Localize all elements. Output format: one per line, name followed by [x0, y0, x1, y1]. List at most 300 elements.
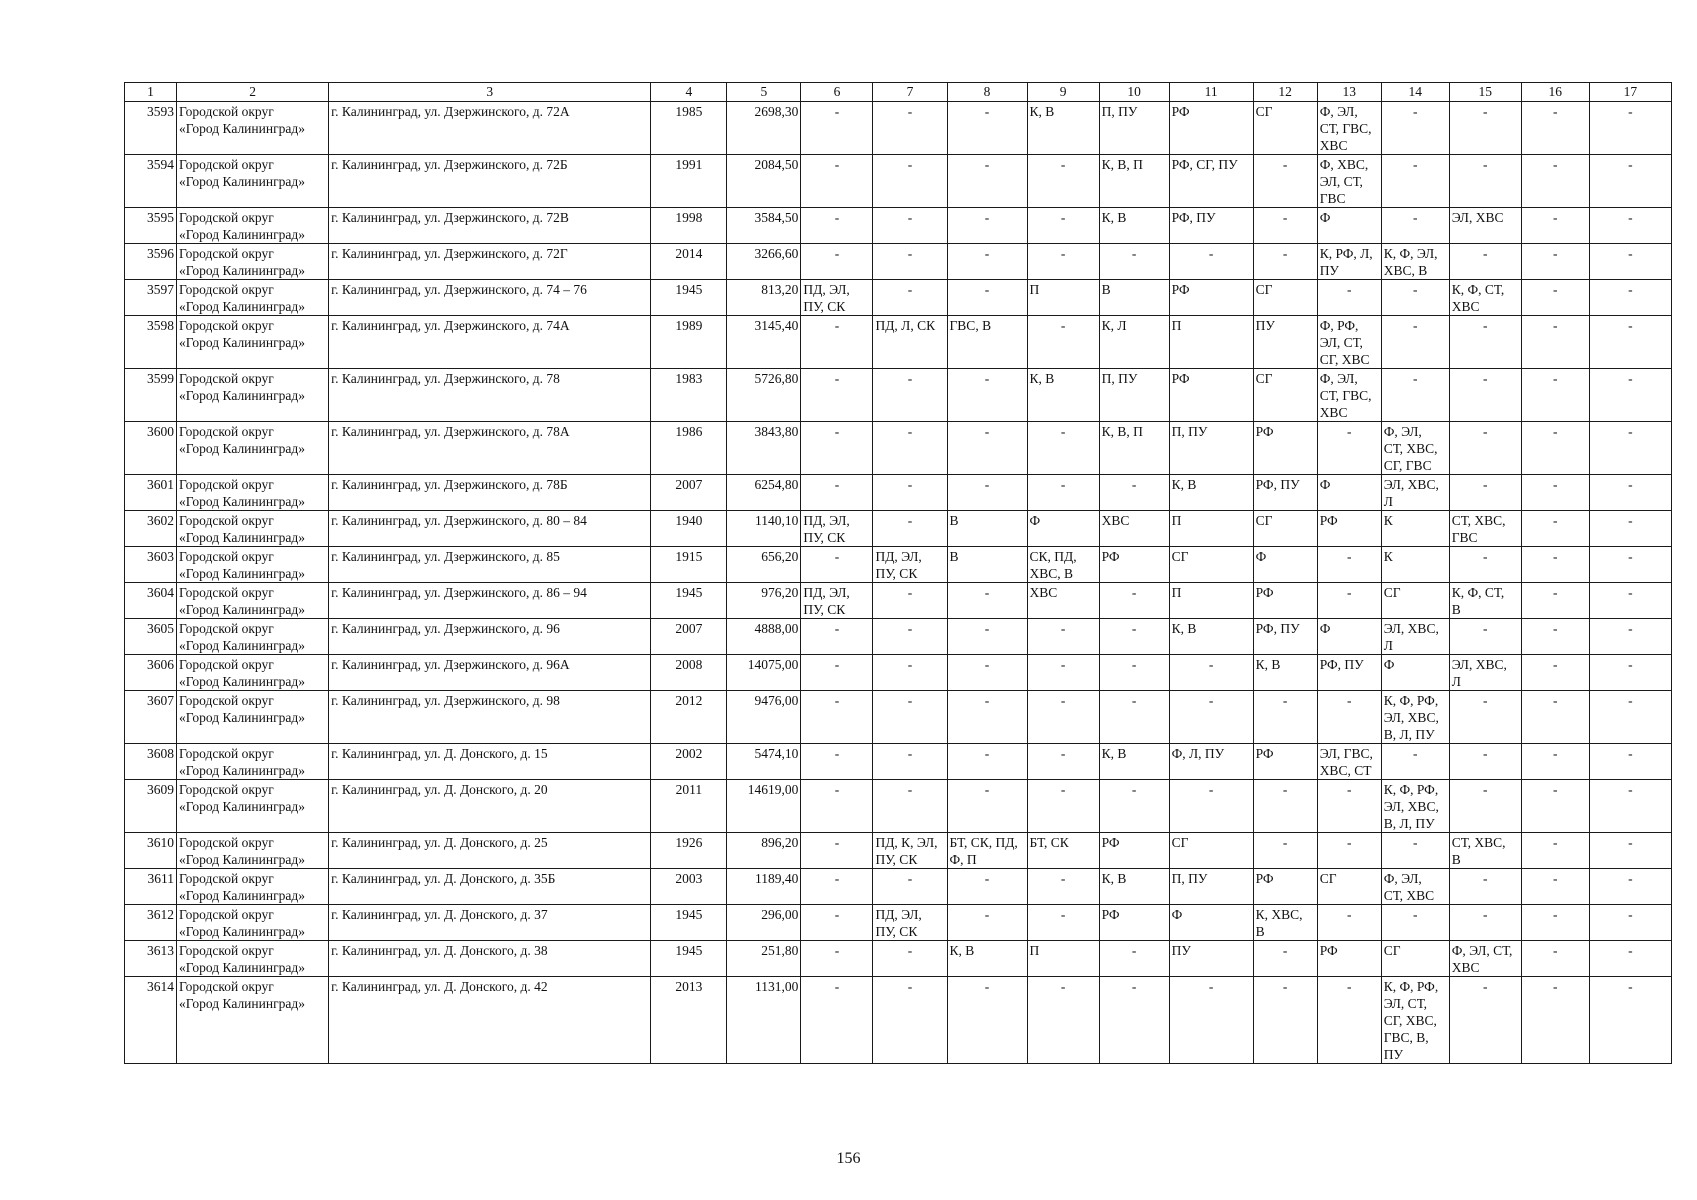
- table-cell-col2: Городской округ «Город Калининград»: [177, 691, 329, 744]
- table-cell-col3: г. Калининград, ул. Дзержинского, д. 72А: [329, 102, 651, 155]
- table-cell-col12: -: [1253, 208, 1317, 244]
- table-cell-col7: -: [873, 744, 947, 780]
- table-cell-col13: -: [1317, 691, 1381, 744]
- table-cell-col3: г. Калининград, ул. Д. Донского, д. 25: [329, 833, 651, 869]
- table-cell-col15: Ф, ЭЛ, СТ, ХВС: [1449, 941, 1521, 977]
- table-cell-col12: РФ, ПУ: [1253, 475, 1317, 511]
- table-cell-col17: -: [1589, 244, 1671, 280]
- table-cell-col3: г. Калининград, ул. Дзержинского, д. 72Б: [329, 155, 651, 208]
- table-row: [125, 280, 1672, 316]
- table-cell-col16: -: [1521, 422, 1589, 475]
- table-cell-col13: РФ: [1317, 511, 1381, 547]
- table-cell-col3: г. Калининград, ул. Дзержинского, д. 74А: [329, 316, 651, 369]
- table-cell-col9: П: [1027, 280, 1099, 316]
- table-cell-col11: К, В: [1169, 619, 1253, 655]
- table-cell-col7: -: [873, 511, 947, 547]
- table-cell-col17: -: [1589, 208, 1671, 244]
- column-header-6: 6: [801, 83, 873, 102]
- table-cell-col1: 3595: [125, 208, 177, 244]
- table-cell-col6: -: [801, 244, 873, 280]
- table-cell-col1: 3599: [125, 369, 177, 422]
- table-cell-col1: 3612: [125, 905, 177, 941]
- table-cell-col10: -: [1099, 977, 1169, 1064]
- table-cell-col15: -: [1449, 547, 1521, 583]
- table-cell-col8: К, В: [947, 941, 1027, 977]
- table-cell-col2: Городской округ «Город Калининград»: [177, 244, 329, 280]
- table-cell-col14: К, Ф, РФ, ЭЛ, ХВС, В, Л, ПУ: [1381, 691, 1449, 744]
- table-cell-col4: 1945: [651, 941, 727, 977]
- table-cell-col13: РФ: [1317, 941, 1381, 977]
- table-cell-col7: -: [873, 422, 947, 475]
- table-cell-col4: 1998: [651, 208, 727, 244]
- column-header-16: 16: [1521, 83, 1589, 102]
- table-cell-col14: Ф: [1381, 655, 1449, 691]
- table-cell-col9: -: [1027, 208, 1099, 244]
- column-header-10: 10: [1099, 83, 1169, 102]
- table-cell-col12: К, В: [1253, 655, 1317, 691]
- table-cell-col1: 3601: [125, 475, 177, 511]
- column-header-13: 13: [1317, 83, 1381, 102]
- table-cell-col10: -: [1099, 619, 1169, 655]
- table-cell-col13: -: [1317, 905, 1381, 941]
- column-header-9: 9: [1027, 83, 1099, 102]
- table-cell-col17: -: [1589, 619, 1671, 655]
- table-cell-col3: г. Калининград, ул. Дзержинского, д. 80 – 84: [329, 511, 651, 547]
- table-cell-col16: -: [1521, 744, 1589, 780]
- table-cell-col1: 3607: [125, 691, 177, 744]
- table-cell-col15: -: [1449, 691, 1521, 744]
- table-cell-col14: -: [1381, 280, 1449, 316]
- table-cell-col4: 1915: [651, 547, 727, 583]
- table-cell-col15: -: [1449, 422, 1521, 475]
- table-cell-col9: -: [1027, 316, 1099, 369]
- table-row: [125, 583, 1672, 619]
- column-header-3: 3: [329, 83, 651, 102]
- table-cell-col8: -: [947, 280, 1027, 316]
- table-cell-col12: -: [1253, 691, 1317, 744]
- table-cell-col5: 14619,00: [727, 780, 801, 833]
- table-cell-col14: -: [1381, 369, 1449, 422]
- table-cell-col3: г. Калининград, ул. Д. Донского, д. 20: [329, 780, 651, 833]
- table-cell-col16: -: [1521, 316, 1589, 369]
- table-cell-col9: -: [1027, 780, 1099, 833]
- column-header-2: 2: [177, 83, 329, 102]
- table-cell-col9: БТ, СК: [1027, 833, 1099, 869]
- table-cell-col10: РФ: [1099, 905, 1169, 941]
- table-cell-col11: Ф: [1169, 905, 1253, 941]
- table-cell-col15: -: [1449, 475, 1521, 511]
- table-cell-col6: -: [801, 208, 873, 244]
- table-cell-col2: Городской округ «Город Калининград»: [177, 833, 329, 869]
- table-cell-col13: Ф: [1317, 208, 1381, 244]
- table-cell-col12: РФ, ПУ: [1253, 619, 1317, 655]
- table-cell-col2: Городской округ «Город Калининград»: [177, 744, 329, 780]
- table-cell-col6: -: [801, 941, 873, 977]
- table-cell-col13: ЭЛ, ГВС, ХВС, СТ: [1317, 744, 1381, 780]
- table-cell-col1: 3596: [125, 244, 177, 280]
- table-cell-col9: -: [1027, 869, 1099, 905]
- table-cell-col2: Городской округ «Город Калининград»: [177, 369, 329, 422]
- table-row: [125, 941, 1672, 977]
- table-cell-col2: Городской округ «Город Калининград»: [177, 869, 329, 905]
- table-cell-col11: Ф, Л, ПУ: [1169, 744, 1253, 780]
- table-cell-col4: 2012: [651, 691, 727, 744]
- column-header-4: 4: [651, 83, 727, 102]
- table-cell-col4: 2002: [651, 744, 727, 780]
- table-cell-col11: П, ПУ: [1169, 869, 1253, 905]
- table-cell-col6: -: [801, 547, 873, 583]
- table-cell-col1: 3600: [125, 422, 177, 475]
- table-cell-col6: -: [801, 905, 873, 941]
- table-cell-col9: -: [1027, 422, 1099, 475]
- table-cell-col16: -: [1521, 691, 1589, 744]
- table-cell-col2: Городской округ «Город Калининград»: [177, 780, 329, 833]
- table-cell-col7: -: [873, 941, 947, 977]
- table-cell-col4: 2003: [651, 869, 727, 905]
- table-cell-col16: -: [1521, 208, 1589, 244]
- table-cell-col1: 3610: [125, 833, 177, 869]
- table-cell-col13: СГ: [1317, 869, 1381, 905]
- table-cell-col15: -: [1449, 869, 1521, 905]
- table-cell-col6: -: [801, 744, 873, 780]
- table-row: [125, 655, 1672, 691]
- table-cell-col17: -: [1589, 102, 1671, 155]
- table-cell-col7: -: [873, 102, 947, 155]
- table-cell-col17: -: [1589, 780, 1671, 833]
- table-cell-col17: -: [1589, 655, 1671, 691]
- table-cell-col10: К, В: [1099, 869, 1169, 905]
- table-cell-col17: -: [1589, 583, 1671, 619]
- table-cell-col7: ПД, ЭЛ, ПУ, СК: [873, 547, 947, 583]
- table-cell-col7: -: [873, 369, 947, 422]
- table-cell-col1: 3613: [125, 941, 177, 977]
- table-cell-col5: 3266,60: [727, 244, 801, 280]
- table-cell-col2: Городской округ «Город Калининград»: [177, 102, 329, 155]
- table-cell-col4: 2007: [651, 619, 727, 655]
- table-cell-col4: 1991: [651, 155, 727, 208]
- table-cell-col2: Городской округ «Город Калининград»: [177, 619, 329, 655]
- table-cell-col6: ПД, ЭЛ, ПУ, СК: [801, 583, 873, 619]
- table-cell-col14: К, Ф, ЭЛ, ХВС, В: [1381, 244, 1449, 280]
- table-cell-col6: -: [801, 655, 873, 691]
- table-cell-col3: г. Калининград, ул. Дзержинского, д. 85: [329, 547, 651, 583]
- table-cell-col8: -: [947, 869, 1027, 905]
- table-cell-col17: -: [1589, 547, 1671, 583]
- table-cell-col9: -: [1027, 619, 1099, 655]
- column-header-14: 14: [1381, 83, 1449, 102]
- table-cell-col17: -: [1589, 869, 1671, 905]
- table-cell-col2: Городской округ «Город Калининград»: [177, 511, 329, 547]
- table-cell-col2: Городской округ «Город Калининград»: [177, 905, 329, 941]
- table-cell-col11: К, В: [1169, 475, 1253, 511]
- table-cell-col7: -: [873, 155, 947, 208]
- column-header-1: 1: [125, 83, 177, 102]
- table-cell-col6: -: [801, 102, 873, 155]
- table-cell-col1: 3598: [125, 316, 177, 369]
- table-cell-col2: Городской округ «Город Калининград»: [177, 422, 329, 475]
- table-cell-col3: г. Калининград, ул. Д. Донского, д. 42: [329, 977, 651, 1064]
- table-cell-col13: Ф, ХВС, ЭЛ, СТ, ГВС: [1317, 155, 1381, 208]
- table-cell-col11: -: [1169, 244, 1253, 280]
- table-cell-col4: 2013: [651, 977, 727, 1064]
- table-cell-col9: -: [1027, 475, 1099, 511]
- table-cell-col4: 2007: [651, 475, 727, 511]
- table-cell-col3: г. Калининград, ул. Д. Донского, д. 15: [329, 744, 651, 780]
- table-row: [125, 691, 1672, 744]
- table-cell-col8: -: [947, 905, 1027, 941]
- table-cell-col12: СГ: [1253, 369, 1317, 422]
- table-cell-col16: -: [1521, 280, 1589, 316]
- table-cell-col17: -: [1589, 155, 1671, 208]
- table-cell-col10: К, В: [1099, 744, 1169, 780]
- table-cell-col4: 1945: [651, 583, 727, 619]
- table-cell-col13: -: [1317, 547, 1381, 583]
- table-cell-col12: -: [1253, 155, 1317, 208]
- table-cell-col11: ПУ: [1169, 941, 1253, 977]
- table-cell-col8: -: [947, 208, 1027, 244]
- table-cell-col11: СГ: [1169, 547, 1253, 583]
- table-cell-col10: ХВС: [1099, 511, 1169, 547]
- table-cell-col5: 1189,40: [727, 869, 801, 905]
- table-cell-col12: СГ: [1253, 511, 1317, 547]
- table-cell-col16: -: [1521, 369, 1589, 422]
- table-cell-col17: -: [1589, 511, 1671, 547]
- table-cell-col10: -: [1099, 941, 1169, 977]
- table-cell-col6: -: [801, 780, 873, 833]
- table-cell-col12: СГ: [1253, 280, 1317, 316]
- table-cell-col6: -: [801, 619, 873, 655]
- table-cell-col2: Городской округ «Город Калининград»: [177, 941, 329, 977]
- table-cell-col8: -: [947, 369, 1027, 422]
- table-cell-col11: -: [1169, 655, 1253, 691]
- table-cell-col13: К, РФ, Л, ПУ: [1317, 244, 1381, 280]
- table-cell-col14: -: [1381, 833, 1449, 869]
- table-cell-col13: РФ, ПУ: [1317, 655, 1381, 691]
- table-cell-col8: -: [947, 977, 1027, 1064]
- table-cell-col12: К, ХВС, В: [1253, 905, 1317, 941]
- table-cell-col7: ПД, К, ЭЛ, ПУ, СК: [873, 833, 947, 869]
- table-cell-col9: К, В: [1027, 102, 1099, 155]
- table-cell-col13: -: [1317, 833, 1381, 869]
- table-cell-col10: К, В, П: [1099, 422, 1169, 475]
- table-cell-col10: В: [1099, 280, 1169, 316]
- table-cell-col15: -: [1449, 977, 1521, 1064]
- table-cell-col11: РФ: [1169, 280, 1253, 316]
- table-cell-col15: К, Ф, СТ, ХВС: [1449, 280, 1521, 316]
- table-row: [125, 744, 1672, 780]
- table-cell-col4: 1940: [651, 511, 727, 547]
- table-cell-col7: ПД, Л, СК: [873, 316, 947, 369]
- table-cell-col8: -: [947, 583, 1027, 619]
- table-cell-col8: -: [947, 102, 1027, 155]
- table-cell-col3: г. Калининград, ул. Дзержинского, д. 78Б: [329, 475, 651, 511]
- table-cell-col17: -: [1589, 316, 1671, 369]
- table-cell-col15: -: [1449, 780, 1521, 833]
- table-cell-col2: Городской округ «Город Калининград»: [177, 655, 329, 691]
- table-cell-col7: -: [873, 244, 947, 280]
- table-cell-col10: -: [1099, 691, 1169, 744]
- table-cell-col1: 3609: [125, 780, 177, 833]
- table-cell-col12: РФ: [1253, 422, 1317, 475]
- table-cell-col8: -: [947, 244, 1027, 280]
- table-cell-col1: 3603: [125, 547, 177, 583]
- table-row: [125, 547, 1672, 583]
- table-cell-col16: -: [1521, 780, 1589, 833]
- table-row: [125, 619, 1672, 655]
- column-header-7: 7: [873, 83, 947, 102]
- table-cell-col6: -: [801, 369, 873, 422]
- table-row: [125, 208, 1672, 244]
- table-cell-col14: К: [1381, 511, 1449, 547]
- table-cell-col5: 9476,00: [727, 691, 801, 744]
- table-cell-col12: СГ: [1253, 102, 1317, 155]
- column-header-12: 12: [1253, 83, 1317, 102]
- table-cell-col5: 14075,00: [727, 655, 801, 691]
- table-cell-col5: 1131,00: [727, 977, 801, 1064]
- table-cell-col5: 251,80: [727, 941, 801, 977]
- table-cell-col3: г. Калининград, ул. Д. Донского, д. 35Б: [329, 869, 651, 905]
- table-cell-col7: -: [873, 977, 947, 1064]
- table-cell-col16: -: [1521, 244, 1589, 280]
- table-cell-col12: РФ: [1253, 744, 1317, 780]
- table-cell-col3: г. Калининград, ул. Д. Донского, д. 38: [329, 941, 651, 977]
- table-cell-col12: -: [1253, 977, 1317, 1064]
- table-cell-col5: 5726,80: [727, 369, 801, 422]
- table-cell-col13: -: [1317, 583, 1381, 619]
- table-cell-col15: -: [1449, 619, 1521, 655]
- table-cell-col10: -: [1099, 583, 1169, 619]
- column-header-8: 8: [947, 83, 1027, 102]
- table-cell-col13: -: [1317, 422, 1381, 475]
- table-cell-col14: К: [1381, 547, 1449, 583]
- table-cell-col17: -: [1589, 422, 1671, 475]
- table-cell-col14: СГ: [1381, 941, 1449, 977]
- table-cell-col8: -: [947, 744, 1027, 780]
- table-cell-col2: Городской округ «Город Калининград»: [177, 280, 329, 316]
- table-cell-col9: Ф: [1027, 511, 1099, 547]
- table-cell-col9: -: [1027, 244, 1099, 280]
- table-cell-col5: 896,20: [727, 833, 801, 869]
- table-cell-col10: К, Л: [1099, 316, 1169, 369]
- table-cell-col15: К, Ф, СТ, В: [1449, 583, 1521, 619]
- table-cell-col12: ПУ: [1253, 316, 1317, 369]
- table-cell-col10: К, В, П: [1099, 155, 1169, 208]
- column-header-5: 5: [727, 83, 801, 102]
- table-cell-col6: ПД, ЭЛ, ПУ, СК: [801, 511, 873, 547]
- table-cell-col15: -: [1449, 102, 1521, 155]
- table-row: [125, 422, 1672, 475]
- header-row: [125, 83, 1672, 102]
- table-cell-col15: -: [1449, 244, 1521, 280]
- table-cell-col6: -: [801, 691, 873, 744]
- table-cell-col4: 2011: [651, 780, 727, 833]
- table-row: [125, 869, 1672, 905]
- table-cell-col8: -: [947, 155, 1027, 208]
- table-cell-col15: -: [1449, 744, 1521, 780]
- table-cell-col16: -: [1521, 511, 1589, 547]
- table-cell-col14: -: [1381, 102, 1449, 155]
- table-cell-col15: -: [1449, 369, 1521, 422]
- table-cell-col8: -: [947, 422, 1027, 475]
- table-row: [125, 244, 1672, 280]
- table-cell-col15: СТ, ХВС, В: [1449, 833, 1521, 869]
- table-cell-col12: -: [1253, 941, 1317, 977]
- table-cell-col7: -: [873, 208, 947, 244]
- table-cell-col16: -: [1521, 547, 1589, 583]
- table-cell-col4: 1945: [651, 905, 727, 941]
- table-cell-col14: К, Ф, РФ, ЭЛ, СТ, СГ, ХВС, ГВС, В, ПУ: [1381, 977, 1449, 1064]
- table-cell-col8: -: [947, 475, 1027, 511]
- table-cell-col4: 1983: [651, 369, 727, 422]
- table-cell-col3: г. Калининград, ул. Дзержинского, д. 72В: [329, 208, 651, 244]
- table-cell-col9: П: [1027, 941, 1099, 977]
- table-cell-col9: СК, ПД, ХВС, В: [1027, 547, 1099, 583]
- table-cell-col5: 5474,10: [727, 744, 801, 780]
- table-cell-col3: г. Калининград, ул. Дзержинского, д. 72Г: [329, 244, 651, 280]
- page-number: 156: [836, 1150, 861, 1167]
- table-cell-col3: г. Калининград, ул. Дзержинского, д. 98: [329, 691, 651, 744]
- table-cell-col17: -: [1589, 369, 1671, 422]
- table-cell-col14: ЭЛ, ХВС, Л: [1381, 619, 1449, 655]
- table-cell-col7: ПД, ЭЛ, ПУ, СК: [873, 905, 947, 941]
- table-cell-col10: К, В: [1099, 208, 1169, 244]
- table-cell-col11: РФ, ПУ: [1169, 208, 1253, 244]
- table-cell-col16: -: [1521, 619, 1589, 655]
- table-cell-col3: г. Калининград, ул. Дзержинского, д. 78А: [329, 422, 651, 475]
- table-cell-col15: СТ, ХВС, ГВС: [1449, 511, 1521, 547]
- table-cell-col10: П, ПУ: [1099, 369, 1169, 422]
- column-header-11: 11: [1169, 83, 1253, 102]
- table-cell-col17: -: [1589, 977, 1671, 1064]
- table-cell-col7: -: [873, 780, 947, 833]
- table-cell-col17: -: [1589, 833, 1671, 869]
- table-cell-col10: -: [1099, 780, 1169, 833]
- table-cell-col13: Ф: [1317, 619, 1381, 655]
- table-cell-col9: -: [1027, 744, 1099, 780]
- table-cell-col14: -: [1381, 905, 1449, 941]
- table-cell-col2: Городской округ «Город Калининград»: [177, 316, 329, 369]
- table-cell-col11: П: [1169, 316, 1253, 369]
- table-cell-col16: -: [1521, 583, 1589, 619]
- table-cell-col8: -: [947, 780, 1027, 833]
- table-cell-col15: -: [1449, 905, 1521, 941]
- table-row: [125, 905, 1672, 941]
- table-cell-col3: г. Калининград, ул. Дзержинского, д. 96: [329, 619, 651, 655]
- table-cell-col8: -: [947, 619, 1027, 655]
- column-header-15: 15: [1449, 83, 1521, 102]
- table-cell-col1: 3594: [125, 155, 177, 208]
- table-cell-col4: 1989: [651, 316, 727, 369]
- table-cell-col14: -: [1381, 208, 1449, 244]
- table-cell-col6: -: [801, 869, 873, 905]
- table-cell-col2: Городской округ «Город Калининград»: [177, 208, 329, 244]
- table-cell-col10: РФ: [1099, 547, 1169, 583]
- table-cell-col14: -: [1381, 744, 1449, 780]
- table-cell-col2: Городской округ «Город Калининград»: [177, 583, 329, 619]
- table-cell-col11: СГ: [1169, 833, 1253, 869]
- table-cell-col3: г. Калининград, ул. Дзержинского, д. 96А: [329, 655, 651, 691]
- table-cell-col14: ЭЛ, ХВС, Л: [1381, 475, 1449, 511]
- table-cell-col15: ЭЛ, ХВС, Л: [1449, 655, 1521, 691]
- table-cell-col10: П, ПУ: [1099, 102, 1169, 155]
- table-cell-col6: -: [801, 977, 873, 1064]
- table-row: [125, 780, 1672, 833]
- table-cell-col1: 3614: [125, 977, 177, 1064]
- table-cell-col1: 3605: [125, 619, 177, 655]
- table-cell-col9: -: [1027, 691, 1099, 744]
- table-cell-col2: Городской округ «Город Калининград»: [177, 155, 329, 208]
- table-cell-col14: СГ: [1381, 583, 1449, 619]
